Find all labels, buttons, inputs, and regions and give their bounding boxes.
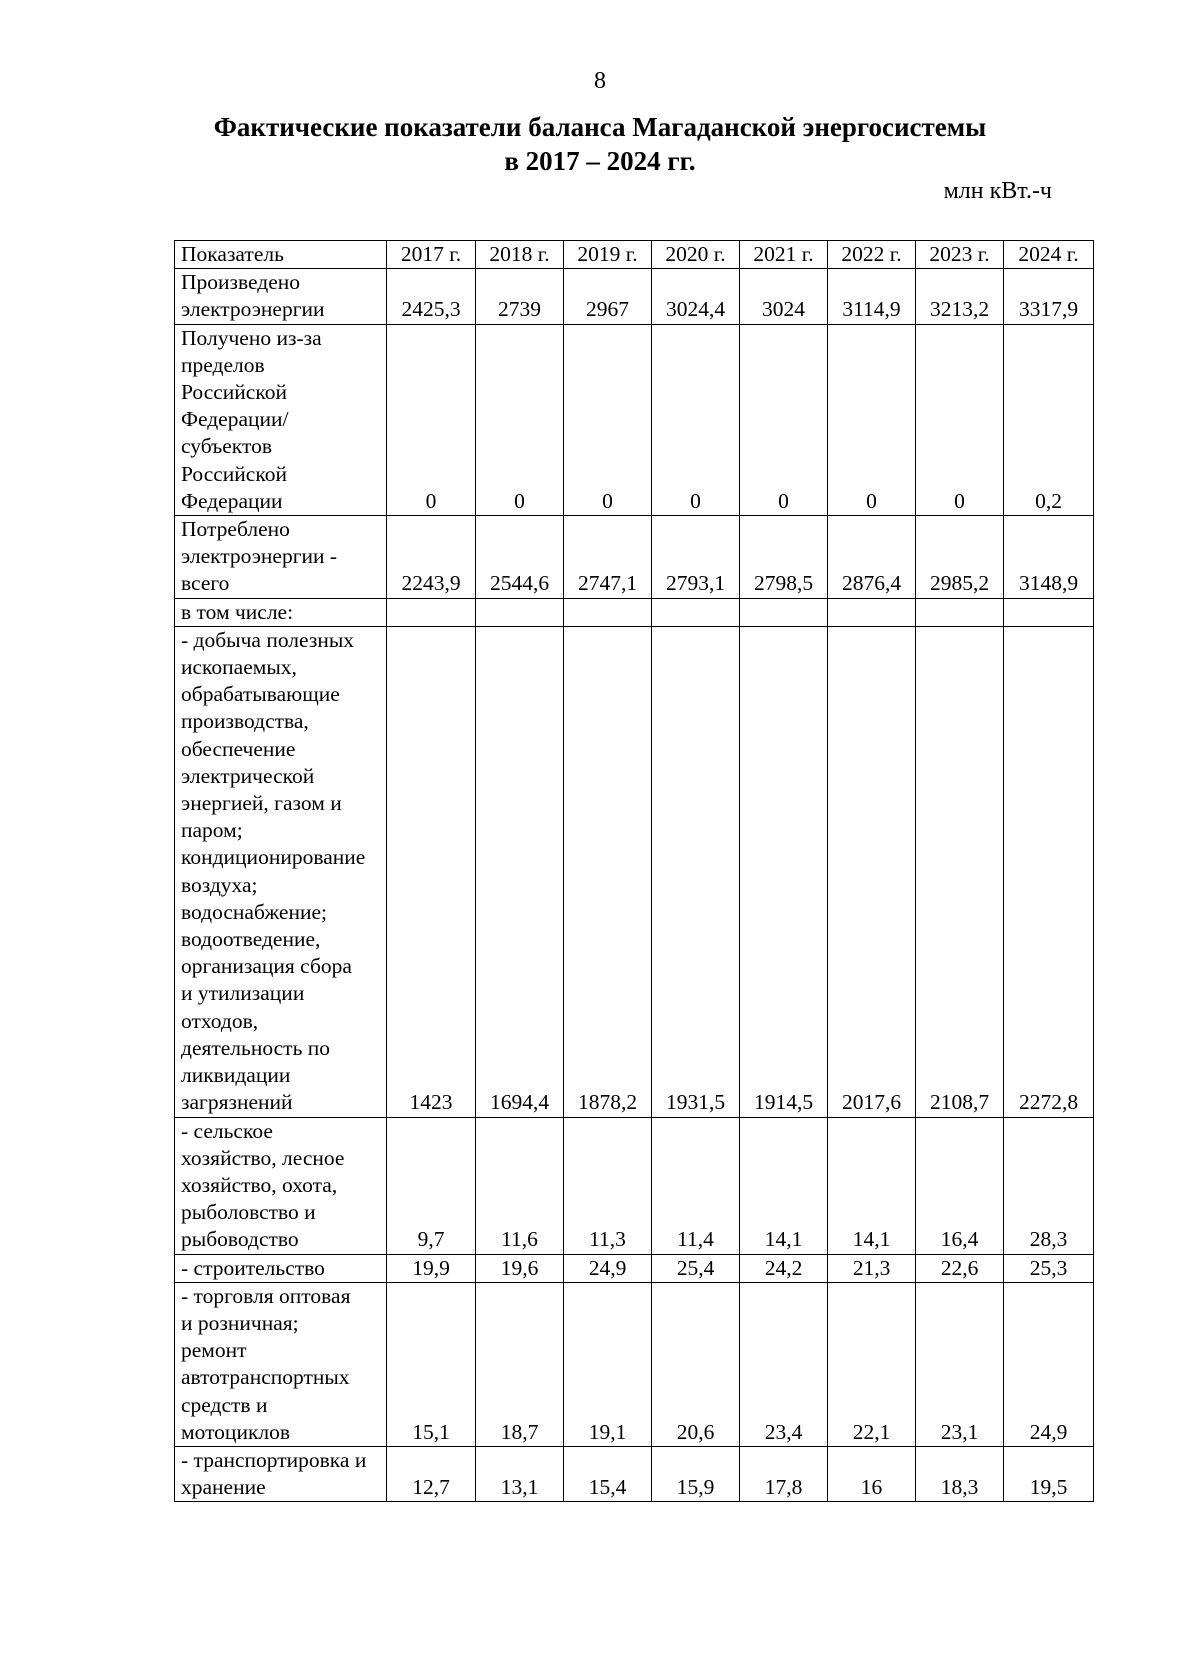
units-label: млн кВт.-ч <box>943 178 1052 204</box>
row-label-line: обрабатывающие <box>181 682 340 707</box>
table-row <box>175 324 1094 515</box>
value-cell: 3317,9 <box>1004 269 1094 324</box>
title-line-2: в 2017 – 2024 гг. <box>504 146 696 176</box>
row-label-line: - строительство <box>181 1255 325 1280</box>
value-cell: 2108,7 <box>916 626 1004 1117</box>
row-label-line: - торговля оптовая <box>181 1283 351 1308</box>
value-cell: 15,4 <box>564 1446 652 1501</box>
row-label-line: - транспортировка и <box>181 1447 367 1472</box>
value-cell: 0 <box>564 324 652 515</box>
header-year-cell: 2018 г. <box>476 241 564 269</box>
value-cell: 18,7 <box>476 1282 564 1446</box>
header-label-cell: Показатель <box>175 241 387 269</box>
row-label-line: электроэнергии - <box>181 544 338 569</box>
value-cell: 9,7 <box>387 1117 476 1254</box>
value-cell: 3213,2 <box>916 269 1004 324</box>
value-cell: 19,5 <box>1004 1446 1094 1501</box>
value-cell: 20,6 <box>652 1282 740 1446</box>
header-year-cell: 2022 г. <box>828 241 916 269</box>
row-label-line: паром; <box>181 818 243 843</box>
row-label-line: Российской <box>181 461 287 486</box>
row-label-cell <box>175 516 387 599</box>
row-label-line: в том числе: <box>181 599 294 624</box>
table-row <box>175 598 1094 626</box>
value-cell: 0 <box>916 324 1004 515</box>
value-cell: 11,3 <box>564 1117 652 1254</box>
value-cell: 17,8 <box>740 1446 828 1501</box>
value-cell: 28,3 <box>1004 1117 1094 1254</box>
row-label-cell <box>175 1117 387 1254</box>
header-year-cell: 2023 г. <box>916 241 1004 269</box>
row-label-line: энергией, газом и <box>181 791 342 816</box>
header-year-cell: 2020 г. <box>652 241 740 269</box>
value-cell: 1694,4 <box>476 626 564 1117</box>
row-label-line: Российской <box>181 380 287 405</box>
value-cell: 2793,1 <box>652 516 740 599</box>
value-cell: 2272,8 <box>1004 626 1094 1117</box>
header-year-cell: 2021 г. <box>740 241 828 269</box>
row-label-line: рыбоводство <box>181 1227 299 1252</box>
value-cell: 22,1 <box>828 1282 916 1446</box>
row-label-line: хранение <box>181 1475 266 1500</box>
row-label-line: рыболовство и <box>181 1200 316 1225</box>
value-cell: 2967 <box>564 269 652 324</box>
value-cell: 25,3 <box>1004 1254 1094 1282</box>
value-cell: 19,9 <box>387 1254 476 1282</box>
row-label-line: электроэнергии <box>181 297 325 322</box>
value-cell: 19,6 <box>476 1254 564 1282</box>
page-number: 8 <box>594 68 606 94</box>
table-row <box>175 1446 1094 1501</box>
value-cell: 22,6 <box>916 1254 1004 1282</box>
table-row <box>175 1282 1094 1446</box>
header-year-cell: 2019 г. <box>564 241 652 269</box>
row-label-line: Получено из-за <box>181 325 322 350</box>
row-label-line: отходов, <box>181 1008 259 1033</box>
value-cell: 18,3 <box>916 1446 1004 1501</box>
header-year-cell: 2024 г. <box>1004 241 1094 269</box>
value-cell: 2243,9 <box>387 516 476 599</box>
energy-balance-table <box>174 240 1094 1502</box>
value-cell: 24,9 <box>1004 1282 1094 1446</box>
title-line-1: Фактические показатели баланса Магаданской энергосистемы <box>213 112 987 142</box>
value-cell: 0,2 <box>1004 324 1094 515</box>
value-cell: 3148,9 <box>1004 516 1094 599</box>
value-cell: 2017,6 <box>828 626 916 1117</box>
value-cell: 0 <box>828 324 916 515</box>
value-cell: 3114,9 <box>828 269 916 324</box>
row-label-line: кондиционирование <box>181 845 366 870</box>
row-label-cell <box>175 598 387 626</box>
value-cell: 1914,5 <box>740 626 828 1117</box>
row-label-line: воздуха; <box>181 872 258 897</box>
value-cell: 2739 <box>476 269 564 324</box>
row-label-line: автотранспортных <box>181 1365 350 1390</box>
value-cell: 0 <box>652 324 740 515</box>
value-cell <box>652 598 740 626</box>
value-cell: 11,4 <box>652 1117 740 1254</box>
table-row <box>175 516 1094 599</box>
row-label-line: водоотведение, <box>181 927 321 952</box>
row-label-line: хозяйство, лесное <box>181 1145 345 1170</box>
row-label-line: - добыча полезных <box>181 627 355 652</box>
value-cell: 15,1 <box>387 1282 476 1446</box>
value-cell: 24,9 <box>564 1254 652 1282</box>
value-cell: 2747,1 <box>564 516 652 599</box>
value-cell: 25,4 <box>652 1254 740 1282</box>
row-label-line: загрязнений <box>181 1090 293 1115</box>
value-cell: 15,9 <box>652 1446 740 1501</box>
row-label-line: и утилизации <box>181 981 305 1006</box>
value-cell: 0 <box>387 324 476 515</box>
row-label-cell <box>175 1446 387 1501</box>
value-cell: 0 <box>476 324 564 515</box>
value-cell: 11,6 <box>476 1117 564 1254</box>
value-cell: 1878,2 <box>564 626 652 1117</box>
row-label-line: Федерации/ <box>181 407 289 432</box>
row-label-line: Федерации <box>181 488 283 513</box>
value-cell: 24,2 <box>740 1254 828 1282</box>
row-label-line: Потреблено <box>181 517 290 542</box>
value-cell: 14,1 <box>828 1117 916 1254</box>
value-cell: 1931,5 <box>652 626 740 1117</box>
row-label-line: субъектов <box>181 434 272 459</box>
row-label-line: пределов <box>181 352 265 377</box>
value-cell <box>476 598 564 626</box>
row-label-cell <box>175 1254 387 1282</box>
value-cell: 23,4 <box>740 1282 828 1446</box>
row-label-cell <box>175 324 387 515</box>
row-label-line: и розничная; <box>181 1310 299 1335</box>
value-cell <box>387 598 476 626</box>
value-cell: 12,7 <box>387 1446 476 1501</box>
table-row <box>175 1117 1094 1254</box>
row-label-line: мотоциклов <box>181 1419 291 1444</box>
value-cell: 16,4 <box>916 1117 1004 1254</box>
row-label-line: хозяйство, охота, <box>181 1172 338 1197</box>
value-cell: 2798,5 <box>740 516 828 599</box>
table-row <box>175 269 1094 324</box>
value-cell: 21,3 <box>828 1254 916 1282</box>
value-cell: 0 <box>740 324 828 515</box>
value-cell: 14,1 <box>740 1117 828 1254</box>
row-label-line: деятельность по <box>181 1035 331 1060</box>
row-label-line: ремонт <box>181 1338 247 1363</box>
value-cell <box>564 598 652 626</box>
document-title <box>0 110 1200 178</box>
value-cell <box>916 598 1004 626</box>
value-cell: 2544,6 <box>476 516 564 599</box>
row-label-cell <box>175 1282 387 1446</box>
row-label-line: средств и <box>181 1392 268 1417</box>
table-row <box>175 1254 1094 1282</box>
table-header-row <box>175 241 1094 269</box>
row-label-cell <box>175 269 387 324</box>
row-label-line: всего <box>181 571 230 596</box>
value-cell: 3024,4 <box>652 269 740 324</box>
header-year-cell: 2017 г. <box>387 241 476 269</box>
value-cell: 13,1 <box>476 1446 564 1501</box>
row-label-line: производства, <box>181 709 309 734</box>
row-label-line: водоснабжение; <box>181 899 327 924</box>
value-cell: 16 <box>828 1446 916 1501</box>
value-cell <box>828 598 916 626</box>
row-label-line: организация сбора <box>181 954 352 979</box>
row-label-line: электрической <box>181 763 315 788</box>
value-cell: 1423 <box>387 626 476 1117</box>
row-label-line: обеспечение <box>181 736 296 761</box>
row-label-line: Произведено <box>181 270 301 295</box>
value-cell: 23,1 <box>916 1282 1004 1446</box>
row-label-line: ископаемых, <box>181 655 297 680</box>
value-cell: 2876,4 <box>828 516 916 599</box>
row-label-line: - сельское <box>181 1118 273 1143</box>
row-label-line: ликвидации <box>181 1063 291 1088</box>
value-cell: 2985,2 <box>916 516 1004 599</box>
value-cell: 19,1 <box>564 1282 652 1446</box>
value-cell <box>1004 598 1094 626</box>
row-label-cell <box>175 626 387 1117</box>
table-row <box>175 626 1094 1117</box>
value-cell <box>740 598 828 626</box>
value-cell: 2425,3 <box>387 269 476 324</box>
value-cell: 3024 <box>740 269 828 324</box>
